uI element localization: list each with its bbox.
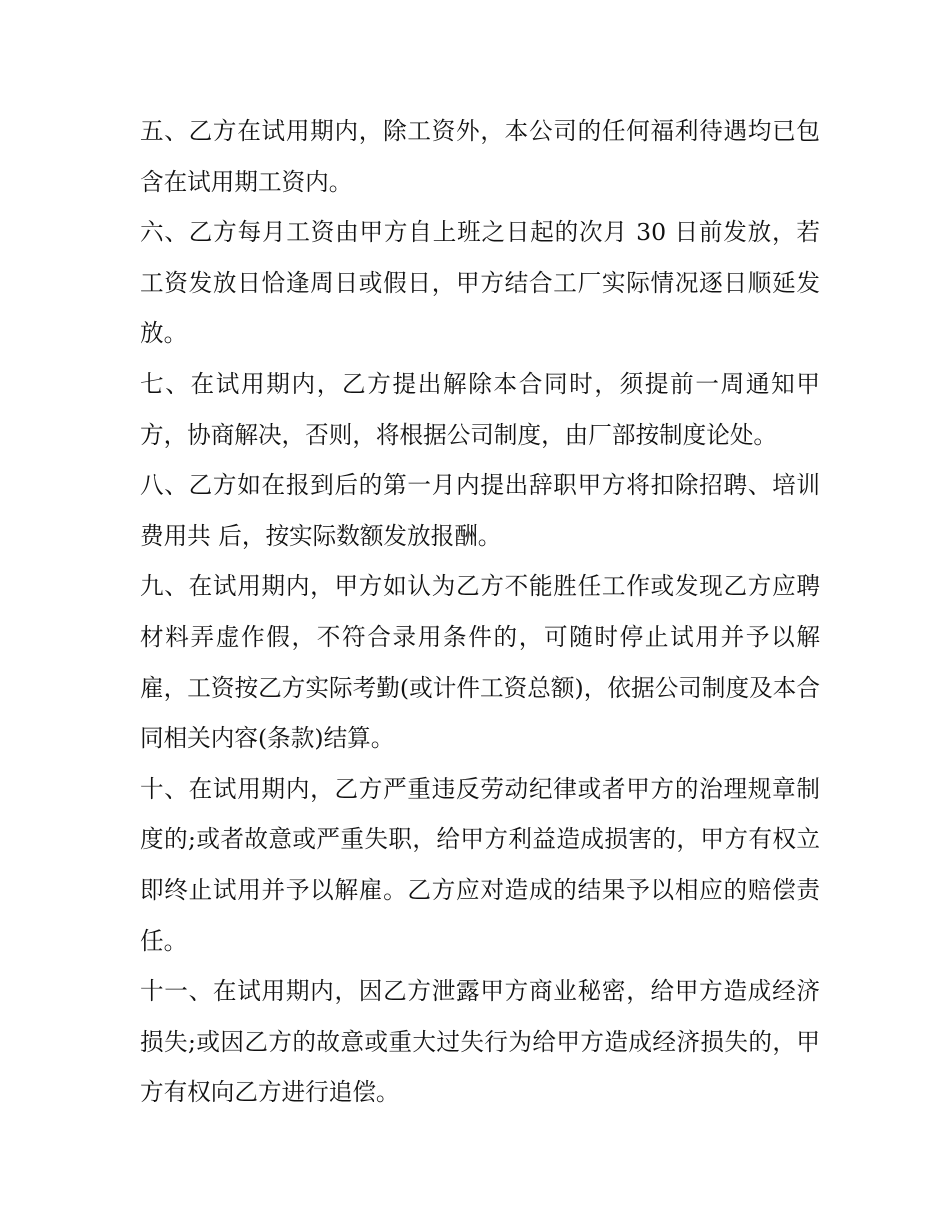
clause-7: 七、在试用期内，乙方提出解除本合同时，须提前一周通知甲方，协商解决，否则，将根据公司制度，由厂部按制度论处。 [140,369,820,449]
contract-clauses [140,106,820,1118]
clause-10: 十、在试用期内，乙方严重违反劳动纪律或者甲方的治理规章制度的;或者故意或严重失职，给甲方利益造成损害的，甲方有权立即终止试用并予以解雇。乙方应对造成的结果予以相应的赔偿责任。 [140,774,820,955]
clause-11: 十一、在试用期内，因乙方泄露甲方商业秘密，给甲方造成经济损失;或因乙方的故意或重大过失行为给甲方造成经济损失的，甲方有权向乙方进行追偿。 [140,977,820,1107]
clause-8: 八、乙方如在报到后的第一月内提出辞职甲方将扣除招聘、培训费用共 后，按实际数额发放报酬。 [140,471,820,550]
clause-6: 六、乙方每月工资由甲方自上班之日起的次月 30 日前发放，若工资发放日恰逢周日或假日，甲方结合工厂实际情况逐日顺延发放。 [140,218,820,348]
clause-9: 九、在试用期内，甲方如认为乙方不能胜任工作或发现乙方应聘材料弄虚作假，不符合录用条件的，可随时停止试用并予以解雇，工资按乙方实际考勤(或计件工资总额)，依据公司制度及本合同相关内容(条款)结算。 [140,572,820,753]
clause-5: 五、乙方在试用期内，除工资外，本公司的任何福利待遇均已包含在试用期工资内。 [140,117,820,196]
